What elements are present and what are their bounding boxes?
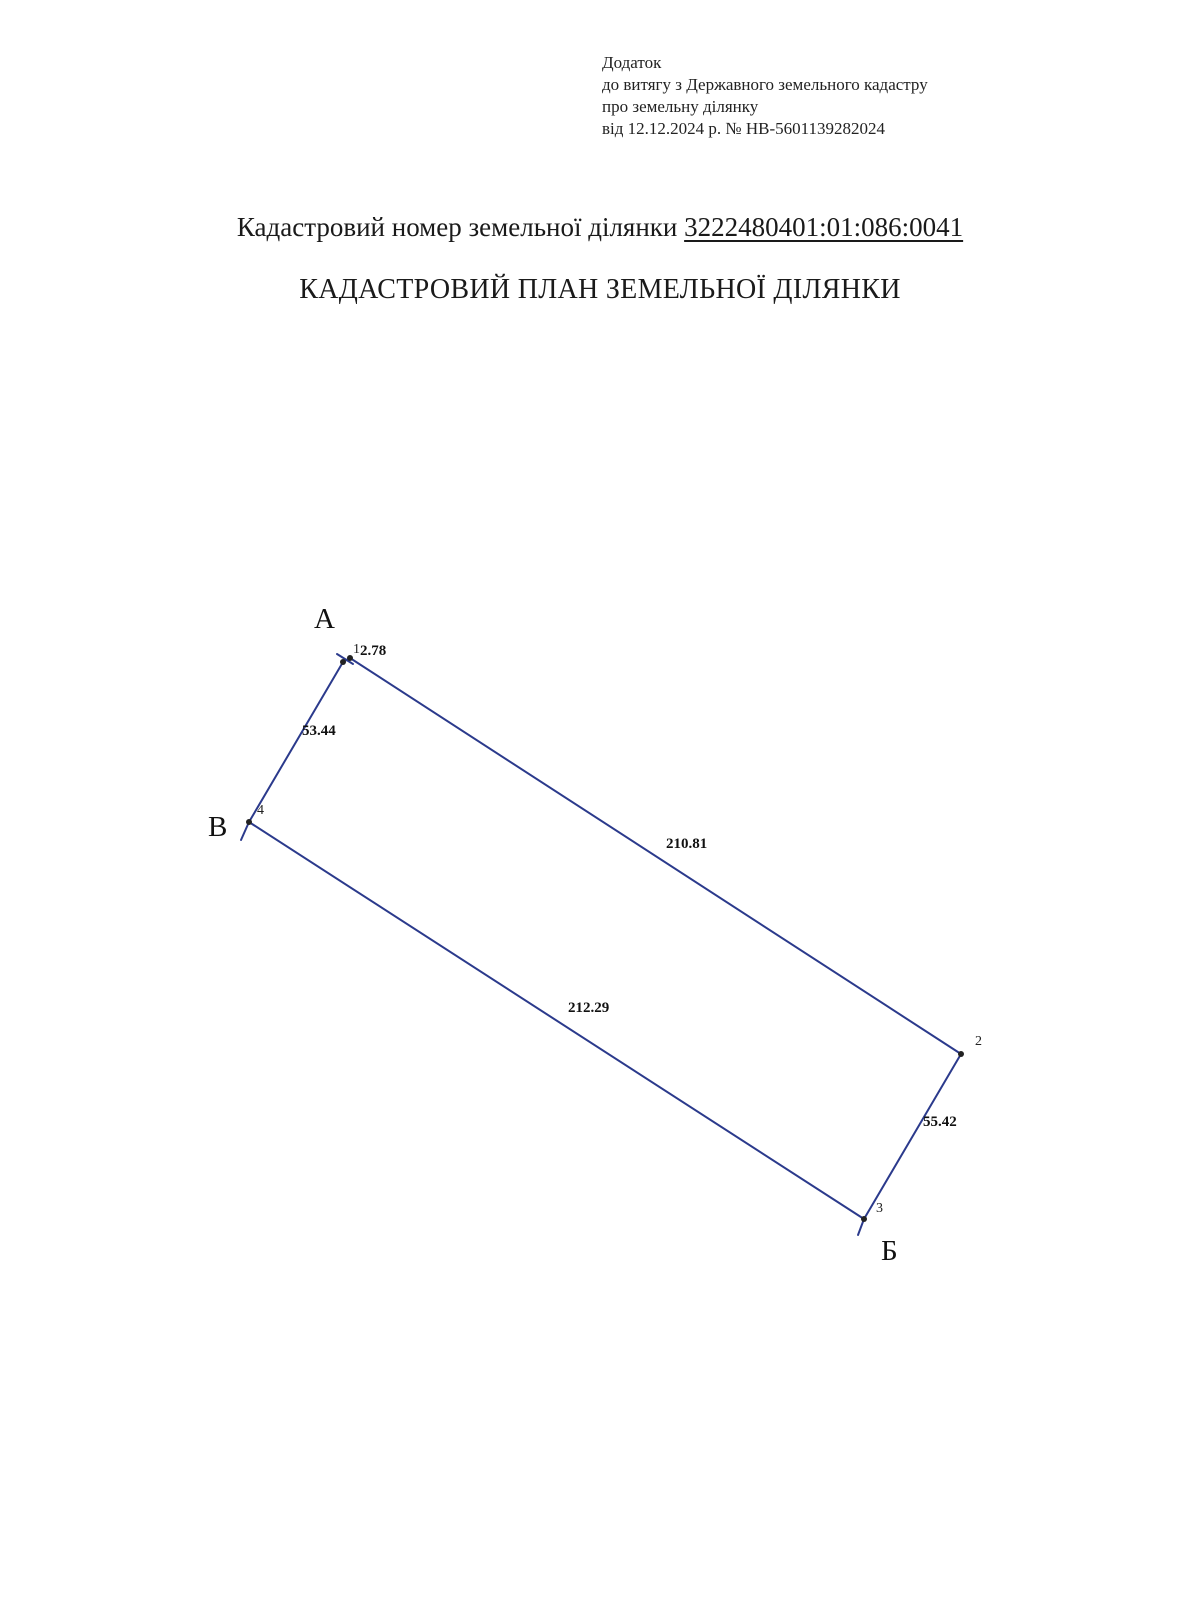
segment-length-north-east: 210.81: [666, 836, 708, 852]
cadastral-number-value: 3222480401:01:086:0041: [684, 212, 964, 242]
point-number-2: 2: [975, 1034, 982, 1049]
annex-line-date-number: від 12.12.2024 р. № НВ-5601139282024: [602, 119, 886, 138]
annex-line-parcel: про земельну ділянку: [602, 97, 759, 116]
parcel-boundary: [241, 654, 961, 1235]
annex-line-title: Додаток: [602, 53, 662, 72]
corner-label-v: В: [208, 811, 228, 843]
point-number-3: 3: [876, 1201, 883, 1216]
segment-length-south-west: 212.29: [568, 1000, 610, 1016]
boundary-points: [246, 655, 964, 1222]
plan-title: КАДАСТРОВИЙ ПЛАН ЗЕМЕЛЬНОЇ ДІЛЯНКИ: [299, 274, 901, 305]
boundary-segment-north-east: [350, 658, 961, 1054]
boundary-point-2: [958, 1051, 964, 1057]
segment-length-west: 53.44: [302, 723, 336, 739]
point-number-4: 4: [257, 803, 264, 818]
boundary-point-4: [246, 819, 252, 825]
cadastral-number-label: Кадастровий номер земельної ділянки: [236, 212, 685, 242]
point-number-1: 1: [353, 642, 360, 657]
boundary-point-3: [861, 1216, 867, 1222]
segment-length-short-top: 2.78: [360, 643, 387, 659]
boundary-segment-south-west: [249, 822, 864, 1219]
boundary-segment-west: [249, 662, 343, 822]
boundary-point-1: [340, 659, 346, 665]
annex-line-extract: до витягу з Державного земельного кадастру: [602, 75, 928, 94]
corner-label-b: Б: [881, 1235, 898, 1267]
segment-length-east: 55.42: [923, 1114, 957, 1130]
corner-label-a: А: [314, 603, 335, 635]
boundary-segment-east: [864, 1054, 961, 1219]
